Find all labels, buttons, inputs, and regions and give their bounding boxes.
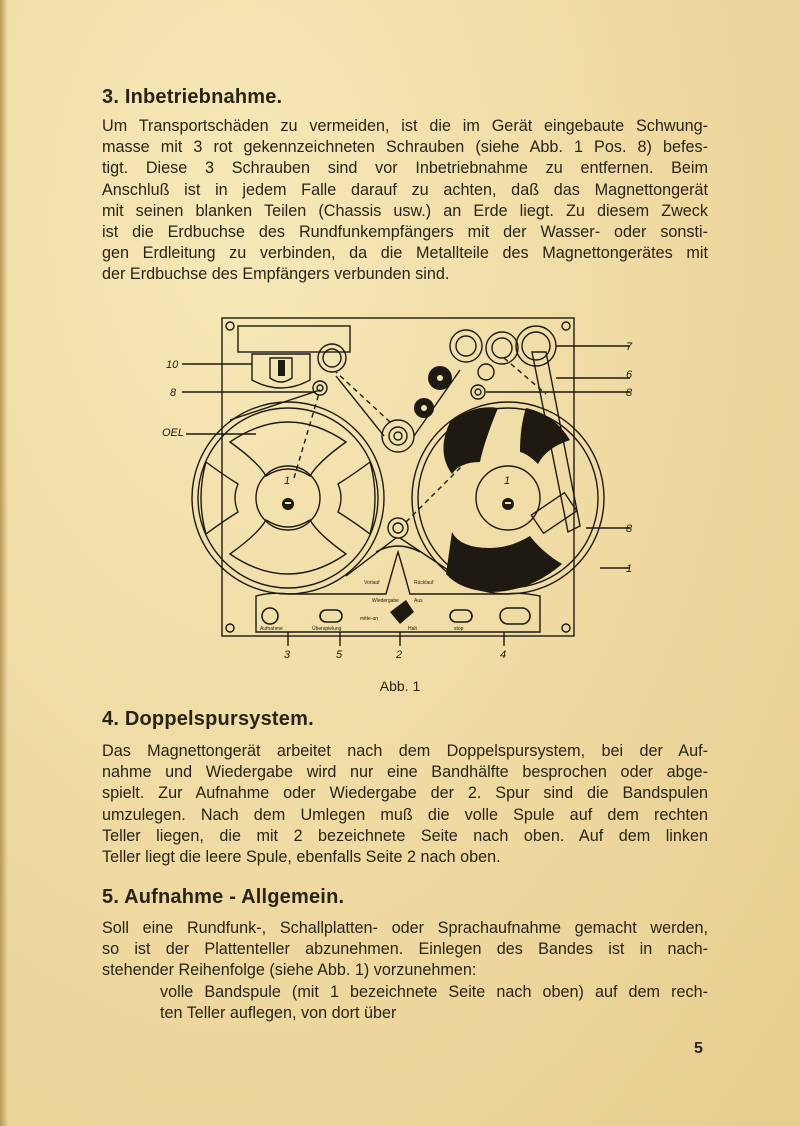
panel-vorlauf: Vorlauf <box>364 580 380 586</box>
screw-hole <box>562 624 570 632</box>
text-line: Soll eine Rundfunk-, Schallplatten- oder Sprachaufnahme gemacht werden, <box>102 919 708 937</box>
panel-wiedergabe: Wiedergabe <box>372 598 399 604</box>
text-line: spielt. Zur Aufnahme oder Wiedergabe der 2. Spur sind die Bandspulen <box>102 784 708 803</box>
text-line: ten Teller auflegen, von dort über <box>160 1004 397 1023</box>
text-line: der Erdbuchse des Empfängers verbunden sind. <box>102 265 450 284</box>
page-number: 5 <box>694 1040 703 1057</box>
callout-4: 4 <box>500 649 507 661</box>
page-binding-edge <box>0 0 8 1126</box>
callout-8: 8 <box>170 387 177 399</box>
panel-stop: stop <box>454 626 464 632</box>
section-4-paragraph <box>102 741 708 868</box>
text-line: Teller liegt die leere Spule, ebenfalls Seite 2 nach oben. <box>102 848 501 867</box>
section-4-heading: 4. Doppelspursystem. <box>102 708 314 730</box>
text-line: gen Erdleitung zu verbinden, da die Metallteile des Magnettongerätes mit <box>102 244 708 263</box>
panel-ruecklauf: Rücklauf <box>414 580 434 586</box>
text-line: Teller liegen, die mit 2 bezeichnete Seite nach oben. Auf dem linken <box>102 826 708 845</box>
section-5-paragraph <box>102 918 708 982</box>
callout-6: 6 <box>626 369 633 381</box>
panel-aufnahme: Aufnahme <box>260 626 283 632</box>
text-line: tigt. Diese 3 Schrauben sind vor Inbetriebnahme zu entfernen. Beim <box>102 159 708 178</box>
text-line: so ist der Plattenteller abzunehmen. Einlegen des Bandes ist in nach- <box>102 940 708 959</box>
callout-8-lower: 8 <box>626 523 633 535</box>
screw-hole <box>226 322 234 330</box>
screw-hole <box>226 624 234 632</box>
callout-oel: OEL <box>162 427 185 439</box>
panel-aus: Aus <box>414 598 423 604</box>
panel-ueberspielung: Überspielung <box>312 626 342 632</box>
figure-caption: Abb. 1 <box>379 678 421 694</box>
reel-label: 1 <box>504 475 511 487</box>
panel-mitte-an: mitte-an <box>360 616 379 622</box>
section-3-paragraph <box>102 116 708 286</box>
text-line: mit seinen blanken Teilen (Chassis usw.) an Erde liegt. Zu diesem Zweck <box>102 201 708 220</box>
callout-2: 2 <box>396 649 403 661</box>
text-line: ist die Erdbuchse des Rundfunkempfängers mit der Wasser- oder sonsti- <box>102 223 708 242</box>
text-line: Um Transportschäden zu vermeiden, ist die im Gerät eingebaute Schwung- <box>102 117 708 135</box>
reel-label: 1 <box>284 475 291 487</box>
section-5-heading: 5. Aufnahme - Allgemein. <box>102 886 345 908</box>
callout-3: 3 <box>284 649 291 661</box>
text-line: Das Magnettongerät arbeitet nach dem Doppelspursystem, bei der Auf- <box>102 742 708 760</box>
callout-10: 10 <box>166 359 179 371</box>
callout-1: 1 <box>626 563 633 575</box>
screw-hole <box>562 322 570 330</box>
text-line: stehender Reihenfolge (siehe Abb. 1) vorzunehmen: <box>102 961 477 980</box>
callout-7: 7 <box>626 341 633 353</box>
tape-recorder-diagram <box>160 312 640 662</box>
label-plate <box>238 326 350 352</box>
chassis-outline <box>222 318 574 636</box>
text-line: volle Bandspule (mit 1 bezeichnete Seite nach oben) auf dem rech- <box>160 983 708 1001</box>
text-line: umzulegen. Nach dem Umlegen muß die volle Spule auf dem rechten <box>102 805 708 824</box>
section-5-indented-step <box>160 982 708 1024</box>
callout-5: 5 <box>336 649 343 661</box>
text-line: nahme und Wiedergabe wird nur eine Bandhälfte besprochen oder abge- <box>102 763 708 782</box>
text-line: Anschluß ist in jedem Falle darauf zu achten, daß das Magnettongerät <box>102 180 708 199</box>
text-line: masse mit 3 rot gekennzeichneten Schrauben (siehe Abb. 1 Pos. 8) befes- <box>102 138 708 157</box>
callout-8-right: 8 <box>626 387 633 399</box>
section-3-heading: 3. Inbetriebnahme. <box>102 86 283 108</box>
panel-halt: Halt <box>408 626 417 632</box>
